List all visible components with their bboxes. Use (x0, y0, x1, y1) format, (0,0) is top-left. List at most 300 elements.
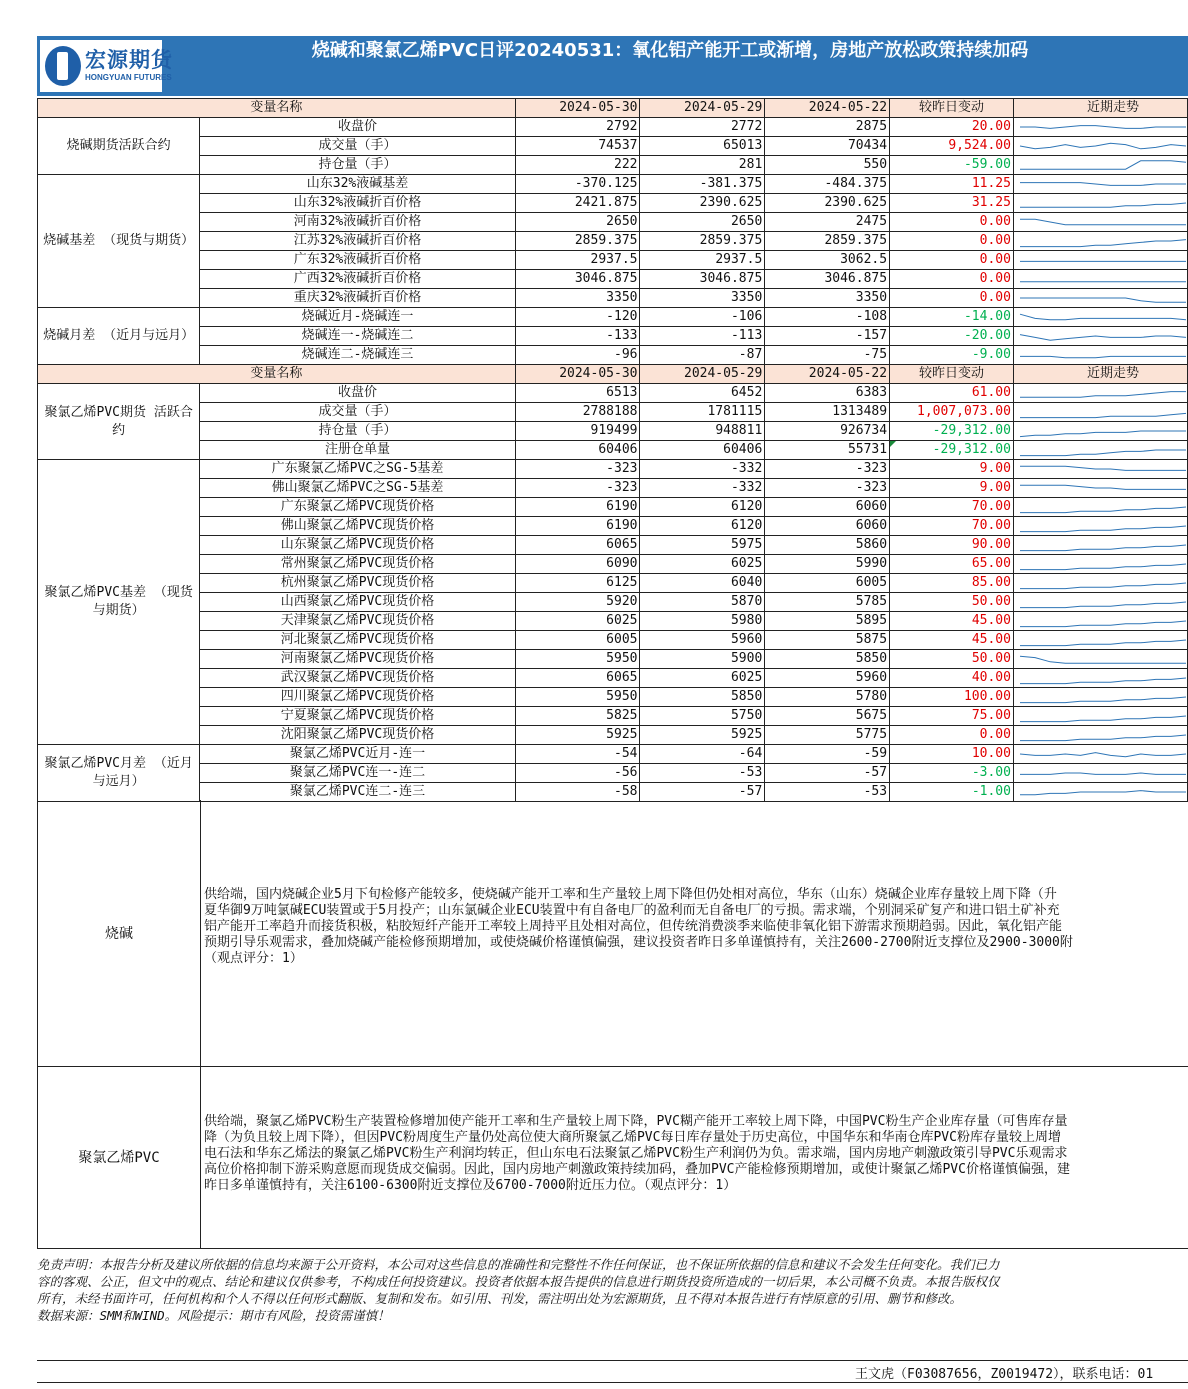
sparkline (1014, 707, 1187, 725)
row-name: 聚氯乙烯PVC连一-连二 (200, 764, 515, 783)
column-name-header: 变量名称 (38, 99, 516, 118)
value-cell: -106 (640, 308, 765, 327)
value-cell: 60406 (640, 441, 765, 460)
row-name: 河北聚氯乙烯PVC现货价格 (200, 631, 515, 650)
change-cell: 50.00 (890, 650, 1014, 669)
sparkline-series (1020, 183, 1186, 186)
row-name: 杭州聚氯乙烯PVC现货价格 (200, 574, 515, 593)
sparkline-series (1020, 602, 1186, 608)
value-cell: 6025 (640, 669, 765, 688)
sparkline (1014, 137, 1187, 155)
value-cell: 2792 (515, 118, 640, 137)
value-cell: 5785 (765, 593, 890, 612)
sparkline (1014, 251, 1187, 269)
sparkline-cell (1013, 517, 1187, 536)
sparkline-series (1020, 335, 1186, 341)
sparkline-cell (1013, 631, 1187, 650)
value-cell: 3062.5 (765, 251, 890, 270)
sparkline (1014, 593, 1187, 611)
table-row (38, 403, 1188, 422)
analyst-contact: 王文虎（F03087656，Z0019472），联系电话：01 (855, 1367, 1154, 1382)
value-cell: -58 (515, 783, 640, 802)
change-cell: 11.25 (890, 175, 1014, 194)
row-name: 成交量（手） (200, 137, 515, 156)
change-cell: -29,312.00 (890, 422, 1014, 441)
sparkline-cell (1013, 745, 1187, 764)
sparkline-series (1020, 773, 1186, 774)
column-name-header: 变量名称 (38, 365, 516, 384)
table-row (38, 783, 1188, 802)
row-name: 聚氯乙烯PVC连二-连三 (200, 783, 515, 802)
value-cell: 5860 (765, 536, 890, 555)
sparkline-cell (1013, 251, 1187, 270)
change-cell: 45.00 (890, 612, 1014, 631)
value-cell: 5975 (640, 536, 765, 555)
value-cell: 5990 (765, 555, 890, 574)
table-row (38, 650, 1188, 669)
value-cell: -64 (640, 745, 765, 764)
value-cell: 2937.5 (640, 251, 765, 270)
table-row (38, 251, 1188, 270)
value-cell: -87 (640, 346, 765, 365)
row-name: 烧碱连二-烧碱连三 (200, 346, 515, 365)
value-cell: -323 (515, 460, 640, 479)
change-cell: 45.00 (890, 631, 1014, 650)
table-row (38, 441, 1188, 460)
value-cell: 3350 (640, 289, 765, 308)
column-header-row (38, 365, 1188, 384)
sparkline-series (1020, 526, 1186, 532)
sparkline (1014, 764, 1187, 782)
sparkline (1014, 346, 1187, 364)
value-cell: -370.125 (515, 175, 640, 194)
value-cell: -96 (515, 346, 640, 365)
company-logo (40, 40, 173, 92)
table-row (38, 536, 1188, 555)
column-change-header: 较昨日变动 (890, 99, 1014, 118)
sparkline (1014, 555, 1187, 573)
sparkline-cell (1013, 327, 1187, 346)
group-label: 烧碱基差 （现货与期货） (38, 175, 200, 308)
sparkline-cell (1013, 213, 1187, 232)
row-name: 山西聚氯乙烯PVC现货价格 (200, 593, 515, 612)
sparkline (1014, 384, 1187, 402)
sparkline (1014, 270, 1187, 288)
table-row (38, 555, 1188, 574)
sparkline-cell (1013, 308, 1187, 327)
value-cell: -381.375 (640, 175, 765, 194)
sparkline-series (1020, 656, 1186, 663)
table-row (38, 175, 1188, 194)
sparkline-cell (1013, 612, 1187, 631)
sparkline-cell (1013, 156, 1187, 175)
sparkline (1014, 688, 1187, 706)
value-cell: 5960 (765, 669, 890, 688)
value-cell: 6065 (515, 536, 640, 555)
change-cell: 0.00 (890, 270, 1014, 289)
value-cell: 2650 (640, 213, 765, 232)
row-name: 烧碱近月-烧碱连一 (200, 308, 515, 327)
sparkline-series (1020, 413, 1186, 417)
sparkline (1014, 175, 1187, 193)
value-cell: 60406 (515, 441, 640, 460)
value-cell: 222 (515, 156, 640, 175)
group-label: 烧碱期货活跃合约 (38, 118, 200, 175)
value-cell: 919499 (515, 422, 640, 441)
column-trend-header: 近期走势 (1013, 365, 1187, 384)
table-row (38, 213, 1188, 232)
sparkline-cell (1013, 422, 1187, 441)
table-row (38, 232, 1188, 251)
value-cell: 3046.875 (515, 270, 640, 289)
sparkline (1014, 574, 1187, 592)
value-cell: 5895 (765, 612, 890, 631)
sparkline (1014, 289, 1187, 307)
group-label: 聚氯乙烯PVC月差 （近月与远月） (38, 745, 200, 802)
change-cell: 70.00 (890, 498, 1014, 517)
sparkline-series (1020, 735, 1186, 741)
sparkline-cell (1013, 726, 1187, 745)
sparkline-series (1020, 564, 1186, 570)
value-cell: -157 (765, 327, 890, 346)
value-cell: 5875 (765, 631, 890, 650)
value-cell: 5950 (515, 650, 640, 669)
row-name: 山东32%液碱折百价格 (200, 194, 515, 213)
value-cell: 2859.375 (515, 232, 640, 251)
sparkline (1014, 479, 1187, 497)
sparkline-cell (1013, 479, 1187, 498)
table-row (38, 289, 1188, 308)
comment-label: 聚氯乙烯PVC (38, 1066, 201, 1248)
value-cell: 3046.875 (640, 270, 765, 289)
sparkline-series (1020, 716, 1186, 722)
value-cell: 5980 (640, 612, 765, 631)
table-row (38, 517, 1188, 536)
row-name: 江苏32%液碱折百价格 (200, 232, 515, 251)
sparkline-series (1020, 161, 1186, 169)
change-cell: -1.00 (890, 783, 1014, 802)
value-cell: 281 (640, 156, 765, 175)
column-date-header: 2024-05-30 (515, 365, 640, 384)
sparkline-cell (1013, 175, 1187, 194)
column-header-row (38, 99, 1188, 118)
change-cell: 65.00 (890, 555, 1014, 574)
disclaimer: 免责声明：本报告分析及建议所依据的信息均来源于公开资料，本公司对这些信息的准确性和完整性不作任何保证，也不保证所依据的信息和建议不会发生任何变化。我们已力 容的客观、公正，但文中的观点、结论和建议仅供参考，不构成任何投资建议。投资者依据本报告提供的信息进行期货投资所造成的一切后果，本公司概不负责。本报告版权仅 所有，未经书面许可，任何机构和个人不得以任何形式翻版、复制和发布。如引用、刊发，需注明出处为宏源期货，且不得对本报告进行有悖原意的引用、删节和修改。 数据来源：SMM和WIND。风险提示：期市有风险，投资需谨慎！ (37, 1257, 1000, 1323)
table-row (38, 308, 1188, 327)
row-name: 常州聚氯乙烯PVC现货价格 (200, 555, 515, 574)
table-row (38, 631, 1188, 650)
sparkline-series (1020, 143, 1186, 149)
logo-icon (45, 46, 81, 86)
value-cell: 5920 (515, 593, 640, 612)
change-cell: 85.00 (890, 574, 1014, 593)
value-cell: 6090 (515, 555, 640, 574)
table-row (38, 194, 1188, 213)
value-cell: -75 (765, 346, 890, 365)
value-cell: 5925 (640, 726, 765, 745)
table-row (38, 745, 1188, 764)
sparkline-series (1020, 678, 1186, 684)
row-name: 聚氯乙烯PVC近月-连一 (200, 745, 515, 764)
row-name: 收盘价 (200, 384, 515, 403)
sparkline-cell (1013, 688, 1187, 707)
value-cell: -53 (640, 764, 765, 783)
row-name: 武汉聚氯乙烯PVC现货价格 (200, 669, 515, 688)
table-row (38, 612, 1188, 631)
sparkline-cell (1013, 118, 1187, 137)
report-title: 烧碱和聚氯乙烯PVC日评20240531：氧化铝产能开工或渐增，房地产放松政策持续加码 (311, 40, 1029, 61)
change-cell: -20.00 (890, 327, 1014, 346)
sparkline-series (1020, 697, 1186, 703)
row-name: 山东聚氯乙烯PVC现货价格 (200, 536, 515, 555)
table-row (38, 479, 1188, 498)
value-cell: 6120 (640, 517, 765, 536)
table-row (38, 707, 1188, 726)
row-name: 广东32%液碱折百价格 (200, 251, 515, 270)
sparkline-series (1020, 356, 1186, 357)
value-cell: 2390.625 (765, 194, 890, 213)
sparkline-series (1020, 507, 1186, 513)
sparkline-cell (1013, 384, 1187, 403)
sparkline-series (1020, 219, 1186, 225)
value-cell: 926734 (765, 422, 890, 441)
table-row (38, 764, 1188, 783)
sparkline-series (1020, 640, 1186, 646)
sparkline-cell (1013, 555, 1187, 574)
logo-brand-en: HONGYUAN FUTURES (85, 73, 172, 82)
sparkline (1014, 213, 1187, 231)
sparkline (1014, 194, 1187, 212)
sparkline-series (1020, 791, 1186, 795)
sparkline (1014, 669, 1187, 687)
row-name: 佛山聚氯乙烯PVC之SG-5基差 (200, 479, 515, 498)
change-cell: 0.00 (890, 251, 1014, 270)
change-cell: 9.00 (890, 460, 1014, 479)
value-cell: 2650 (515, 213, 640, 232)
row-name: 重庆32%液碱折百价格 (200, 289, 515, 308)
sparkline (1014, 422, 1187, 440)
value-cell: 3350 (765, 289, 890, 308)
value-cell: 6065 (515, 669, 640, 688)
value-cell: 3350 (515, 289, 640, 308)
change-cell: -3.00 (890, 764, 1014, 783)
row-name: 持仓量（手） (200, 422, 515, 441)
sparkline-series (1020, 298, 1186, 302)
sparkline-cell (1013, 498, 1187, 517)
table-row (38, 422, 1188, 441)
value-cell: 948811 (640, 422, 765, 441)
value-cell: 6025 (515, 612, 640, 631)
table-row (38, 156, 1188, 175)
value-cell: 55731 (765, 441, 890, 460)
value-cell: 5750 (640, 707, 765, 726)
sparkline-series (1020, 240, 1186, 247)
value-cell: 6383 (765, 384, 890, 403)
sparkline (1014, 650, 1187, 668)
table-row (38, 118, 1188, 137)
table-row (38, 726, 1188, 745)
change-cell: 61.00 (890, 384, 1014, 403)
comment-text: 供给端，聚氯乙烯PVC粉生产装置检修增加使产能开工率和生产量较上周下降，PVC糊产能开工率较上周下降，中国PVC粉生产企业库存量（可售库存量 降（为负且较上周下降），但因PVC粉周度生产量仍处高位使大商所聚氯乙烯PVC每日库存量处于历史高位，中国华东和华南仓库PVC粉库存量较上周增 电石法和华东乙烯法的聚氯乙烯PVC粉生产利润均转正，但山东电石法聚氯乙烯PVC粉生产利润仍为负。需求端，国内房地产刺激政策引导PVC乐观需求 高位价格抑制下游采购意愿而现货成交偏弱。因此，国内房地产刺激政策持续加码，叠加PVC产能检修预期增加，或使计聚氯乙烯PVC价格谨慎偏强，建 昨日多单谨慎持有，关注6100-6300附近支撑位及6700-7000附近压力位。（观点评分：1） (204, 1114, 1070, 1193)
comment-caustic-soda (37, 800, 1188, 1067)
sparkline-series (1020, 466, 1186, 470)
value-cell: 6005 (515, 631, 640, 650)
table-row (38, 498, 1188, 517)
change-cell: -9.00 (890, 346, 1014, 365)
change-cell: -59.00 (890, 156, 1014, 175)
group-label: 烧碱月差 （近月与远月） (38, 308, 200, 365)
logo-brand-cn: 宏源期货 (85, 49, 173, 72)
sparkline-cell (1013, 536, 1187, 555)
sparkline-cell (1013, 346, 1187, 365)
value-cell: 2788188 (515, 403, 640, 422)
comment-pvc (37, 1066, 1188, 1249)
value-cell: 6513 (515, 384, 640, 403)
sparkline-cell (1013, 764, 1187, 783)
sparkline-series (1020, 621, 1186, 627)
change-cell: 9,524.00 (890, 137, 1014, 156)
value-cell: 5850 (765, 650, 890, 669)
value-cell: 6125 (515, 574, 640, 593)
value-cell: -53 (765, 783, 890, 802)
sparkline (1014, 441, 1187, 459)
value-cell: 6005 (765, 574, 890, 593)
row-name: 山东32%液碱基差 (200, 175, 515, 194)
sparkline (1014, 156, 1187, 174)
value-cell: 2390.625 (640, 194, 765, 213)
value-cell: -120 (515, 308, 640, 327)
table-row (38, 384, 1188, 403)
value-cell: 5775 (765, 726, 890, 745)
value-cell: 5960 (640, 631, 765, 650)
value-cell: -484.375 (765, 175, 890, 194)
value-cell: 550 (765, 156, 890, 175)
change-cell: 31.25 (890, 194, 1014, 213)
change-cell: 0.00 (890, 289, 1014, 308)
value-cell: 2937.5 (515, 251, 640, 270)
change-cell: 75.00 (890, 707, 1014, 726)
table-row (38, 688, 1188, 707)
sparkline-cell (1013, 593, 1187, 612)
sparkline-series (1020, 126, 1186, 129)
change-cell: 0.00 (890, 726, 1014, 745)
row-name: 广东聚氯乙烯PVC之SG-5基差 (200, 460, 515, 479)
value-cell: 6060 (765, 498, 890, 517)
value-cell: 1313489 (765, 403, 890, 422)
change-cell: 0.00 (890, 232, 1014, 251)
sparkline-cell (1013, 403, 1187, 422)
comment-label: 烧碱 (38, 800, 201, 1066)
column-date-header: 2024-05-22 (765, 99, 890, 118)
row-name: 河南聚氯乙烯PVC现货价格 (200, 650, 515, 669)
value-cell: 5675 (765, 707, 890, 726)
change-cell: 9.00 (890, 479, 1014, 498)
value-cell: 6452 (640, 384, 765, 403)
sparkline (1014, 612, 1187, 630)
value-cell: 74537 (515, 137, 640, 156)
row-name: 注册仓单量 (200, 441, 515, 460)
table-row (38, 327, 1188, 346)
value-cell: 6120 (640, 498, 765, 517)
change-cell: -29,312.00 (890, 441, 1014, 460)
row-name: 广东聚氯乙烯PVC现货价格 (200, 498, 515, 517)
sparkline-cell (1013, 707, 1187, 726)
row-name: 收盘价 (200, 118, 515, 137)
change-cell: 50.00 (890, 593, 1014, 612)
comment-text: 供给端，国内烧碱企业5月下旬检修产能较多，使烧碱产能开工率和生产量较上周下降但仍处相对高位，华东（山东）烧碱企业库存量较上周下降（升 夏华御9万吨氯碱ECU装置或于5月投产；山东氯碱企业ECU装置中有自备电厂的盈利而无自备电厂的亏损。需求端，个别洞采矿复产和进口铝土矿补充 铝产能开工率趋升而接货积极，粘胶短纤产能开工率较上周持平且处相对高位，但传统消费淡季来临使非氧化铝下游需求预期趋弱。因此，氧化铝产能 预期引导乐观需求，叠加烧碱产能检修预期增加，或使烧碱价格谨慎偏强，建议投资者昨日多单谨慎持有，关注2600-2700附近支撑位及2900-3000附 （观点评分：1） (204, 887, 1073, 966)
change-cell: 10.00 (890, 745, 1014, 764)
change-cell: 1,007,073.00 (890, 403, 1014, 422)
value-cell: 6025 (640, 555, 765, 574)
value-cell: 65013 (640, 137, 765, 156)
column-change-header: 较昨日变动 (890, 365, 1014, 384)
table-row (38, 574, 1188, 593)
value-cell: -323 (765, 479, 890, 498)
value-cell: 5925 (515, 726, 640, 745)
row-name: 天津聚氯乙烯PVC现货价格 (200, 612, 515, 631)
sparkline-series (1020, 314, 1186, 320)
sparkline-series (1020, 753, 1186, 757)
sparkline-series (1020, 583, 1186, 589)
column-date-header: 2024-05-29 (640, 365, 765, 384)
value-cell: 5825 (515, 707, 640, 726)
column-trend-header: 近期走势 (1013, 99, 1187, 118)
value-cell: 5950 (515, 688, 640, 707)
sparkline (1014, 536, 1187, 554)
change-cell: 20.00 (890, 118, 1014, 137)
value-cell: 6060 (765, 517, 890, 536)
value-cell: 6040 (640, 574, 765, 593)
sparkline-cell (1013, 669, 1187, 688)
value-cell: 2859.375 (765, 232, 890, 251)
sparkline-series (1020, 450, 1186, 456)
row-name: 四川聚氯乙烯PVC现货价格 (200, 688, 515, 707)
row-name: 佛山聚氯乙烯PVC现货价格 (200, 517, 515, 536)
sparkline (1014, 726, 1187, 744)
value-cell: 2859.375 (640, 232, 765, 251)
sparkline-cell (1013, 289, 1187, 308)
sparkline-cell (1013, 232, 1187, 251)
row-name: 沈阳聚氯乙烯PVC现货价格 (200, 726, 515, 745)
column-date-header: 2024-05-29 (640, 99, 765, 118)
change-cell: 40.00 (890, 669, 1014, 688)
value-cell: -323 (515, 479, 640, 498)
sparkline-series (1020, 431, 1186, 437)
value-cell: -108 (765, 308, 890, 327)
value-cell: 70434 (765, 137, 890, 156)
value-cell: -57 (765, 764, 890, 783)
table-row (38, 669, 1188, 688)
value-cell: 5780 (765, 688, 890, 707)
row-name: 成交量（手） (200, 403, 515, 422)
value-cell: -133 (515, 327, 640, 346)
value-cell: 5900 (640, 650, 765, 669)
value-cell: 1781115 (640, 403, 765, 422)
sparkline-cell (1013, 441, 1187, 460)
sparkline-cell (1013, 783, 1187, 802)
sparkline (1014, 308, 1187, 326)
column-date-header: 2024-05-22 (765, 365, 890, 384)
change-cell: -14.00 (890, 308, 1014, 327)
value-cell: 2875 (765, 118, 890, 137)
sparkline-cell (1013, 270, 1187, 289)
sparkline-cell (1013, 137, 1187, 156)
row-name: 持仓量（手） (200, 156, 515, 175)
sparkline-cell (1013, 650, 1187, 669)
table-row (38, 270, 1188, 289)
sparkline (1014, 460, 1187, 478)
group-label: 聚氯乙烯PVC期货 活跃合约 (38, 384, 200, 460)
